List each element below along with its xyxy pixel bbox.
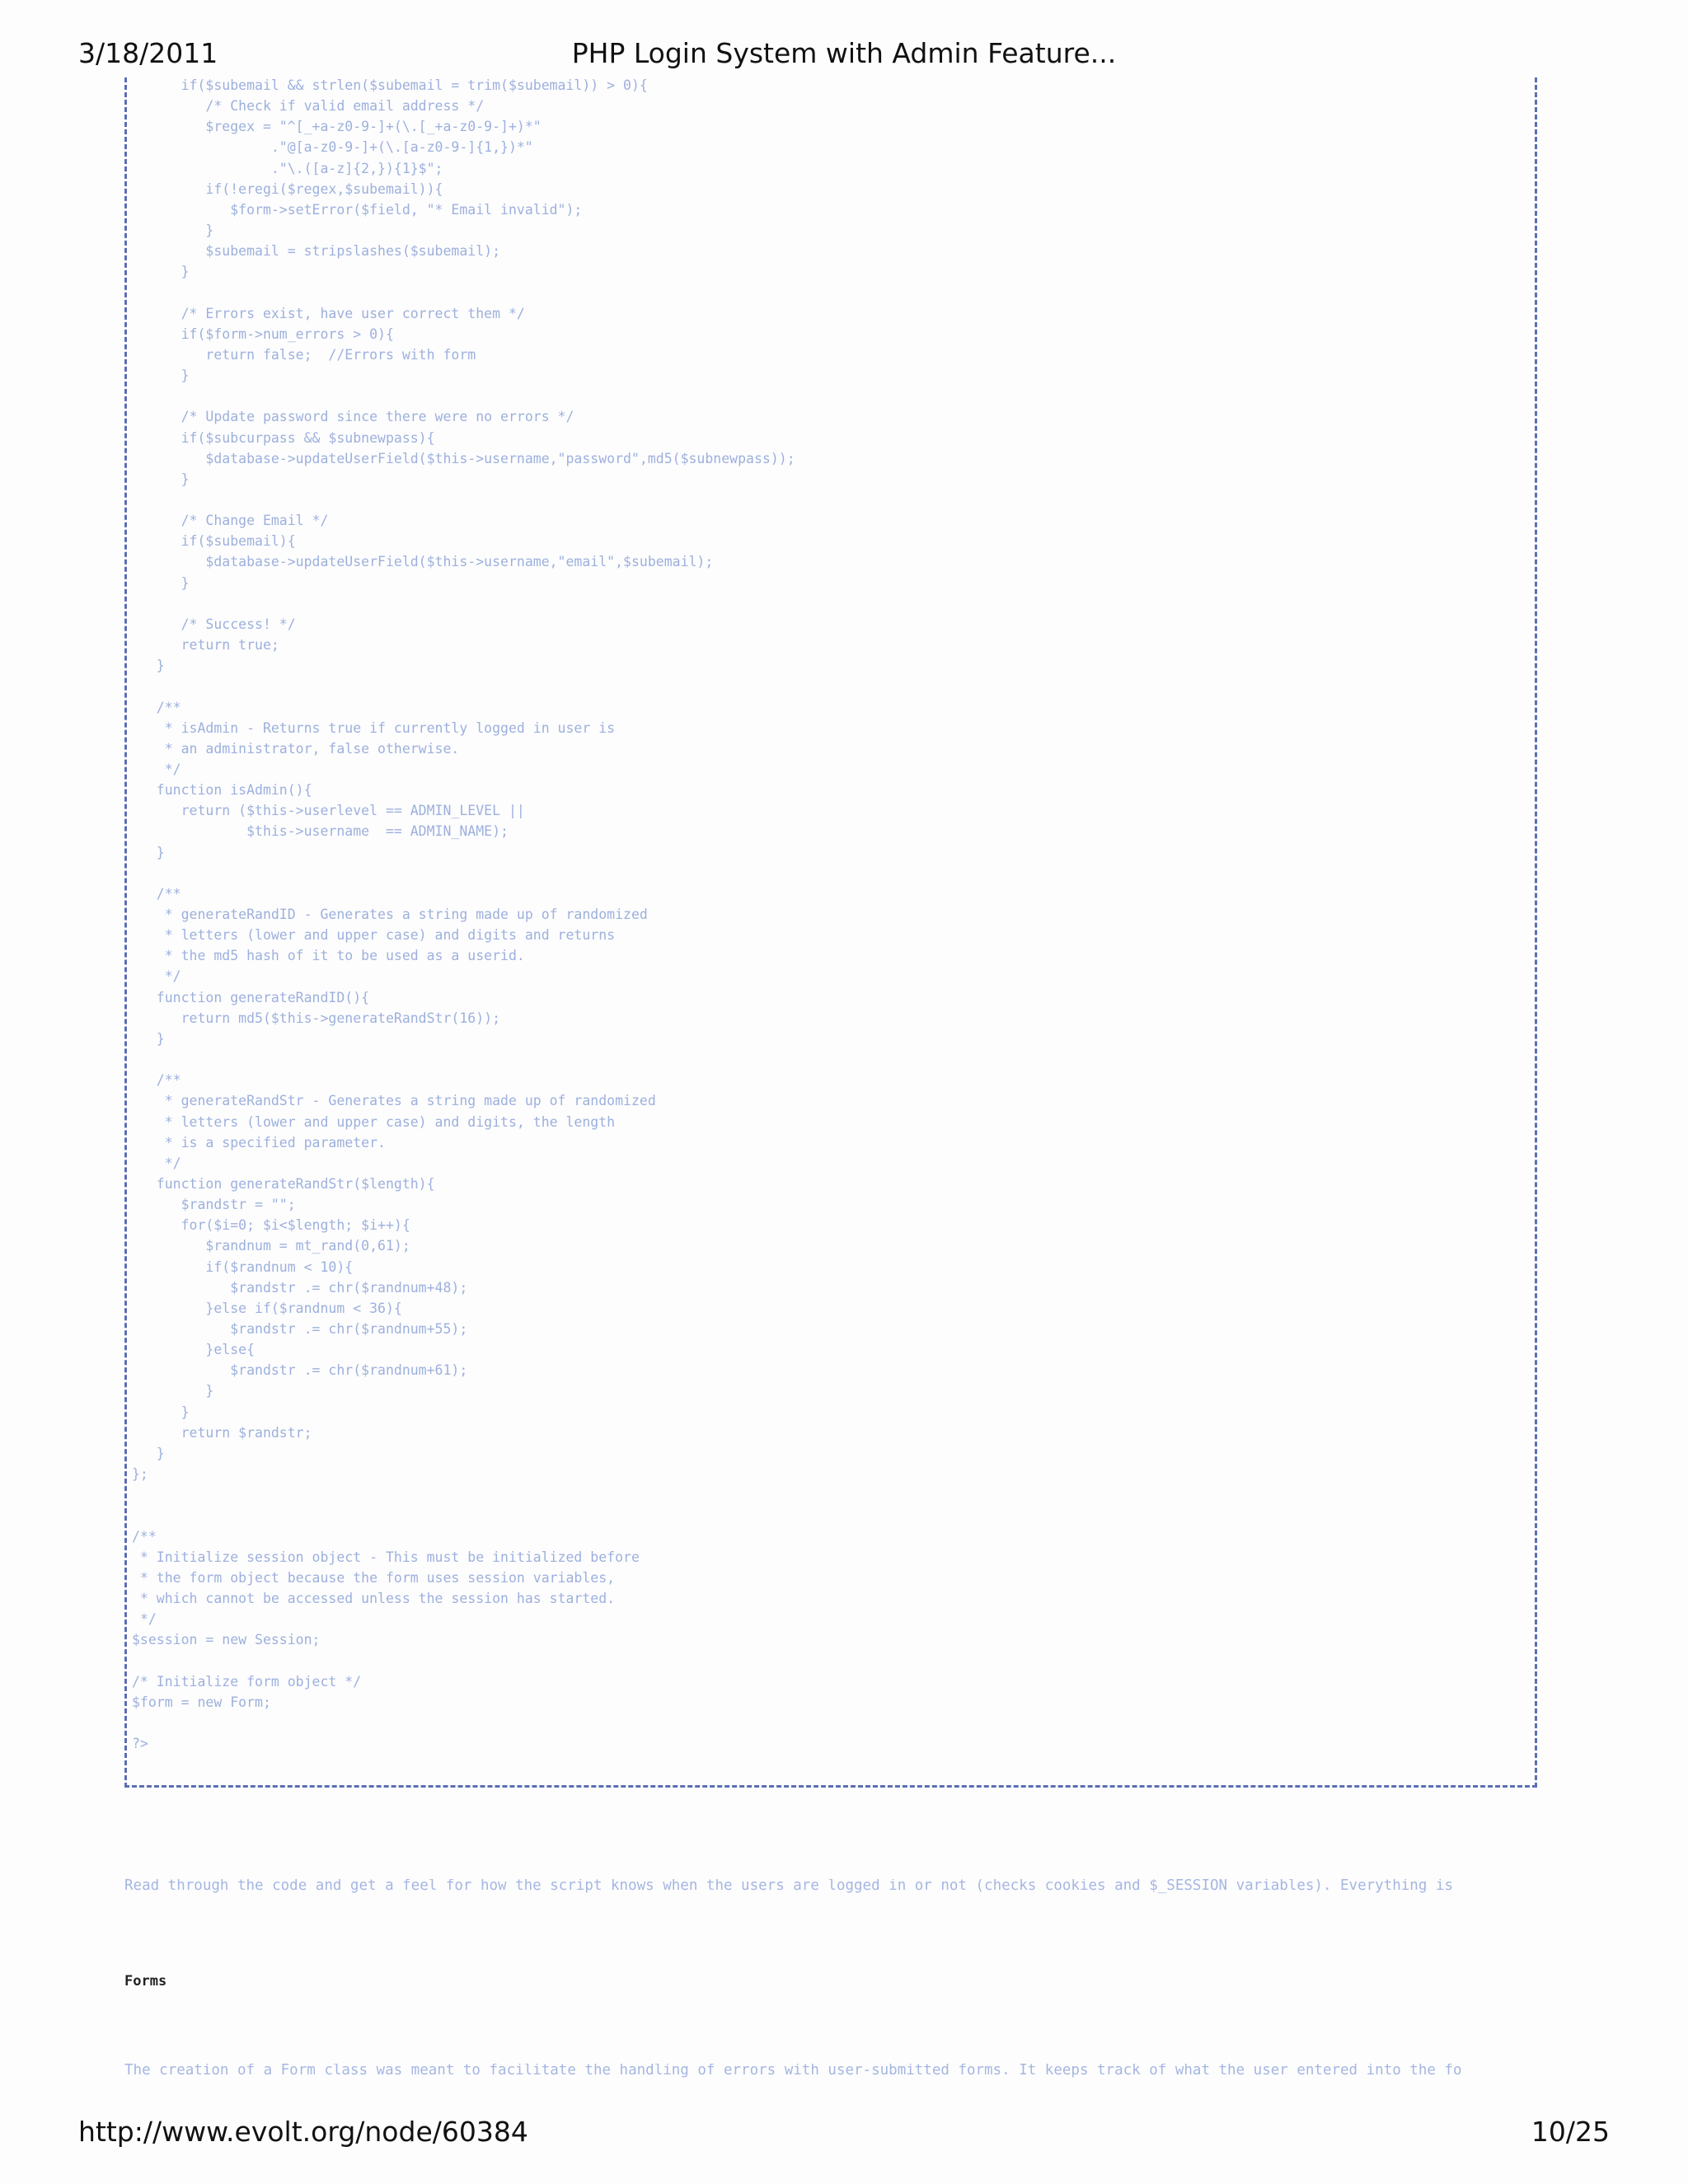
code-line: * the md5 hash of it to be used as a userid.: [132, 948, 525, 964]
code-line: if($form->num_errors > 0){: [132, 326, 394, 342]
code-line: return $randstr;: [132, 1424, 312, 1441]
code-line: }: [132, 1030, 165, 1047]
code-line: $randstr .= chr($randnum+55);: [132, 1321, 468, 1337]
code-line: }else{: [132, 1342, 256, 1358]
code-line: if(!eregi($regex,$subemail)){: [132, 180, 443, 197]
code-line: * an administrator, false otherwise.: [132, 740, 460, 757]
code-line: $session = new Session;: [132, 1632, 321, 1648]
page-number: 10/25: [1531, 2116, 1610, 2148]
code-line: * generateRandStr - Generates a string made up of randomized: [132, 1093, 656, 1109]
code-line: $subemail = stripslashes($subemail);: [132, 243, 501, 260]
code-line: function generateRandID(){: [132, 989, 370, 1005]
code-line: * isAdmin - Returns true if currently logged in user is: [132, 719, 616, 736]
code-line: * Initialize session object - This must be initialized before: [132, 1549, 640, 1565]
code-line: */: [132, 1155, 181, 1171]
code-line: * letters (lower and upper case) and digits, the length: [132, 1113, 616, 1130]
body-paragraph-forms: The creation of a Form class was meant to facilitate the handling of errors with user-submitted forms. It keeps track of what the user entered into the fo: [124, 2064, 1462, 2079]
footer-url: http://www.evolt.org/node/60384: [78, 2116, 528, 2148]
code-line: /* Initialize form object */: [132, 1673, 362, 1690]
code-line: */: [132, 968, 181, 985]
code-line: }: [132, 844, 165, 860]
code-line: $database->updateUserField($this->username,"password",md5($subnewpass));: [132, 450, 795, 466]
code-line: * is a specified parameter.: [132, 1134, 386, 1151]
code-line: /**: [132, 699, 181, 715]
code-line: ?>: [132, 1736, 148, 1751]
code-line: /**: [132, 1528, 157, 1544]
code-line: ."@[a-z0-9-]+(\.[a-z0-9-]{1,})*": [132, 139, 533, 156]
code-line: $randstr .= chr($randnum+48);: [132, 1279, 468, 1296]
code-line: $database->updateUserField($this->username,"email",$subemail);: [132, 554, 714, 570]
code-line: }: [132, 223, 214, 239]
code-line: function generateRandStr($length){: [132, 1175, 435, 1192]
code-line: }: [132, 1404, 190, 1420]
code-line: * letters (lower and upper case) and digits and returns: [132, 927, 616, 944]
code-line: /* Errors exist, have user correct them */: [132, 305, 525, 321]
code-line: * generateRandID - Generates a string made up of randomized: [132, 907, 648, 922]
code-line: return true;: [132, 637, 279, 654]
code-line: }: [132, 471, 190, 487]
code-line: * which cannot be accessed unless the session has started.: [132, 1590, 616, 1606]
code-line: return ($this->userlevel == ADMIN_LEVEL ||: [132, 803, 525, 819]
code-line: /* Update password since there were no errors */: [132, 409, 574, 425]
body-paragraph-login-state: Read through the code and get a feel for how the script knows when the users are logged in or not (checks cookies and $_SESSION variables). Everything is: [124, 1879, 1453, 1894]
code-line: */: [132, 1611, 157, 1628]
section-heading-forms: Forms: [124, 1973, 167, 1990]
code-line: $randnum = mt_rand(0,61);: [132, 1238, 410, 1254]
code-line: /* Change Email */: [132, 513, 329, 529]
code-line: };: [132, 1466, 148, 1483]
code-line: $form->setError($field, "* Email invalid");: [132, 201, 583, 218]
code-line: /**: [132, 1072, 181, 1089]
code-line: }: [132, 264, 190, 280]
code-line: for($i=0; $i<$length; $i++){: [132, 1217, 410, 1234]
code-line: if($subemail && strlen($subemail = trim($subemail)) > 0){: [132, 77, 648, 93]
code-line: }: [132, 1383, 214, 1399]
code-line: if($subemail){: [132, 533, 296, 550]
code-line: /* Success! */: [132, 616, 296, 632]
code-line: ."\.([a-z]{2,}){1}$";: [132, 160, 443, 176]
print-date: 3/18/2011: [78, 37, 218, 69]
code-line: }else if($randnum < 36){: [132, 1300, 402, 1316]
code-line: if($randnum < 10){: [132, 1258, 354, 1275]
code-line: * the form object because the form uses session variables,: [132, 1569, 616, 1586]
code-line: /* Check if valid email address */: [132, 98, 485, 115]
code-line: return false; //Errors with form: [132, 346, 476, 363]
code-line: }: [132, 368, 190, 384]
code-line: */: [132, 761, 181, 777]
code-line: $this->username == ADMIN_NAME);: [132, 823, 509, 840]
code-line: $form = new Form;: [132, 1694, 271, 1710]
code-line: $randstr = "";: [132, 1197, 296, 1213]
code-line: return md5($this->generateRandStr(16));: [132, 1010, 501, 1026]
code-line: /**: [132, 885, 181, 902]
code-line: }: [132, 1445, 165, 1461]
page-title: PHP Login System with Admin Feature...: [571, 37, 1117, 69]
code-line: $regex = "^[_+a-z0-9-]+(\.[_+a-z0-9-]+)*": [132, 119, 542, 135]
code-line: if($subcurpass && $subnewpass){: [132, 429, 435, 446]
code-line: }: [132, 658, 165, 674]
code-line: $randstr .= chr($randnum+61);: [132, 1362, 468, 1379]
code-line: }: [132, 574, 190, 591]
code-line: function isAdmin(){: [132, 782, 312, 799]
